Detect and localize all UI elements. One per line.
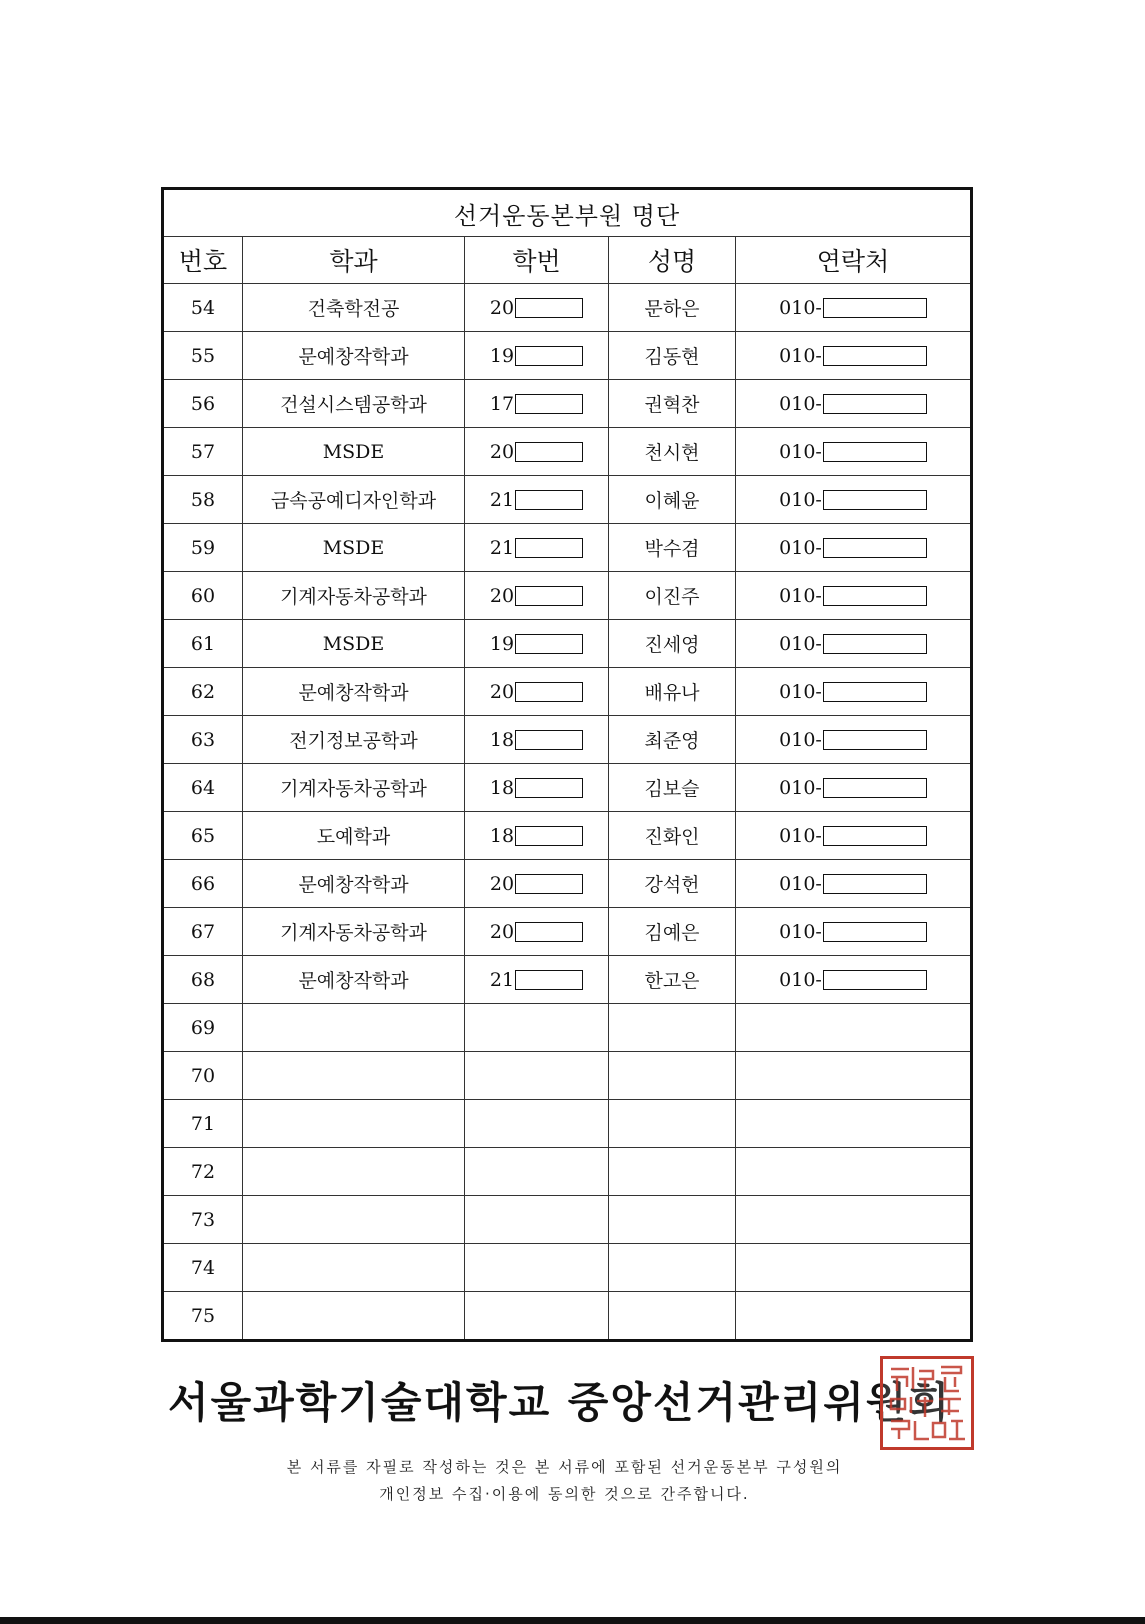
student-id-wrap — [465, 393, 608, 415]
row-contact[interactable] — [736, 1004, 972, 1052]
row-number: 56 — [163, 380, 243, 428]
row-contact — [736, 476, 972, 524]
row-name[interactable] — [609, 1244, 736, 1292]
row-contact — [736, 764, 972, 812]
row-department: 문예창작학과 — [243, 668, 465, 716]
phone-redaction-box — [823, 442, 927, 462]
row-number: 55 — [163, 332, 243, 380]
contact-wrap — [736, 297, 970, 319]
phone-prefix: 010- — [779, 920, 822, 943]
student-id-prefix: 21 — [489, 536, 515, 559]
student-id-wrap — [465, 537, 608, 559]
student-id-wrap — [465, 921, 608, 943]
row-contact[interactable] — [736, 1052, 972, 1100]
student-id-wrap — [465, 681, 608, 703]
row-student-id — [465, 332, 609, 380]
row-contact — [736, 812, 972, 860]
contact-wrap — [736, 489, 970, 511]
row-contact — [736, 620, 972, 668]
header-department: 학과 — [243, 237, 465, 284]
row-number: 65 — [163, 812, 243, 860]
row-student-id[interactable] — [465, 1244, 609, 1292]
row-name[interactable] — [609, 1100, 736, 1148]
table-row — [163, 956, 972, 1004]
row-number: 70 — [163, 1052, 243, 1100]
row-contact — [736, 572, 972, 620]
phone-redaction-box — [823, 778, 927, 798]
row-contact — [736, 716, 972, 764]
phone-prefix: 010- — [779, 440, 822, 463]
phone-redaction-box — [823, 682, 927, 702]
header-contact: 연락처 — [736, 237, 972, 284]
row-department: MSDE — [243, 524, 465, 572]
table-row — [163, 860, 972, 908]
row-student-id[interactable] — [465, 1196, 609, 1244]
table-row — [163, 572, 972, 620]
row-student-id — [465, 908, 609, 956]
row-department[interactable] — [243, 1244, 465, 1292]
row-number: 72 — [163, 1148, 243, 1196]
roster-table — [161, 187, 973, 1342]
row-department: 기계자동차공학과 — [243, 908, 465, 956]
student-id-wrap — [465, 441, 608, 463]
row-department: 건축학전공 — [243, 284, 465, 332]
row-contact[interactable] — [736, 1292, 972, 1341]
row-number: 60 — [163, 572, 243, 620]
student-id-prefix: 18 — [489, 776, 515, 799]
roster-body — [163, 284, 972, 1341]
row-department: MSDE — [243, 428, 465, 476]
table-row — [163, 284, 972, 332]
phone-redaction-box — [823, 394, 927, 414]
student-id-wrap — [465, 969, 608, 991]
row-name: 문하은 — [609, 284, 736, 332]
row-contact — [736, 284, 972, 332]
table-row-empty — [163, 1052, 972, 1100]
contact-wrap — [736, 681, 970, 703]
table-row — [163, 332, 972, 380]
phone-prefix: 010- — [779, 824, 822, 847]
row-department: 기계자동차공학과 — [243, 764, 465, 812]
row-contact — [736, 908, 972, 956]
contact-wrap — [736, 729, 970, 751]
contact-wrap — [736, 393, 970, 415]
student-id-redaction-box — [515, 826, 583, 846]
table-row — [163, 524, 972, 572]
row-name: 김동현 — [609, 332, 736, 380]
row-contact — [736, 956, 972, 1004]
student-id-prefix: 17 — [489, 392, 515, 415]
row-student-id — [465, 716, 609, 764]
contact-wrap — [736, 537, 970, 559]
student-id-wrap — [465, 729, 608, 751]
row-name: 최준영 — [609, 716, 736, 764]
phone-redaction-box — [823, 922, 927, 942]
phone-redaction-box — [823, 490, 927, 510]
row-student-id — [465, 284, 609, 332]
table-row — [163, 476, 972, 524]
table-row — [163, 668, 972, 716]
row-name[interactable] — [609, 1196, 736, 1244]
table-row-empty — [163, 1148, 972, 1196]
table-row — [163, 764, 972, 812]
row-contact — [736, 428, 972, 476]
row-department: 전기정보공학과 — [243, 716, 465, 764]
contact-wrap — [736, 441, 970, 463]
student-id-wrap — [465, 297, 608, 319]
student-id-prefix: 20 — [489, 920, 515, 943]
row-name: 배유나 — [609, 668, 736, 716]
phone-prefix: 010- — [779, 728, 822, 751]
contact-wrap — [736, 969, 970, 991]
student-id-redaction-box — [515, 394, 583, 414]
consent-notice-line2: 개인정보 수집·이용에 동의한 것으로 간주합니다. — [379, 1485, 750, 1503]
organization-name: 서울과학기술대학교 중앙선거관리위원회 — [168, 1378, 951, 1427]
row-student-id[interactable] — [465, 1004, 609, 1052]
student-id-prefix: 20 — [489, 584, 515, 607]
phone-prefix: 010- — [779, 296, 822, 319]
row-contact — [736, 380, 972, 428]
student-id-prefix: 21 — [489, 968, 515, 991]
student-id-redaction-box — [515, 682, 583, 702]
row-number: 64 — [163, 764, 243, 812]
row-name: 이진주 — [609, 572, 736, 620]
row-student-id[interactable] — [465, 1052, 609, 1100]
student-id-redaction-box — [515, 874, 583, 894]
header-name: 성명 — [609, 237, 736, 284]
row-name[interactable] — [609, 1148, 736, 1196]
row-department: 금속공예디자인학과 — [243, 476, 465, 524]
phone-redaction-box — [823, 970, 927, 990]
student-id-prefix: 18 — [489, 728, 515, 751]
phone-redaction-box — [823, 298, 927, 318]
row-number: 74 — [163, 1244, 243, 1292]
row-name[interactable] — [609, 1004, 736, 1052]
student-id-prefix: 21 — [489, 488, 515, 511]
student-id-redaction-box — [515, 634, 583, 654]
student-id-redaction-box — [515, 346, 583, 366]
row-number: 54 — [163, 284, 243, 332]
student-id-redaction-box — [515, 298, 583, 318]
row-number: 62 — [163, 668, 243, 716]
row-number: 63 — [163, 716, 243, 764]
row-name: 이혜윤 — [609, 476, 736, 524]
contact-wrap — [736, 921, 970, 943]
bottom-edge-bar — [0, 1617, 1145, 1624]
official-seal-stamp — [880, 1356, 974, 1450]
row-contact — [736, 860, 972, 908]
row-department: 기계자동차공학과 — [243, 572, 465, 620]
student-id-wrap — [465, 777, 608, 799]
row-number: 69 — [163, 1004, 243, 1052]
student-id-prefix: 19 — [489, 344, 515, 367]
row-student-id — [465, 572, 609, 620]
phone-prefix: 010- — [779, 680, 822, 703]
table-row-empty — [163, 1196, 972, 1244]
row-number: 75 — [163, 1292, 243, 1341]
row-name[interactable] — [609, 1292, 736, 1341]
row-department[interactable] — [243, 1148, 465, 1196]
student-id-redaction-box — [515, 778, 583, 798]
contact-wrap — [736, 633, 970, 655]
consent-notice-line1: 본 서류를 자필로 작성하는 것은 본 서류에 포함된 선거운동본부 구성원의 — [286, 1458, 843, 1476]
phone-prefix: 010- — [779, 536, 822, 559]
contact-wrap — [736, 585, 970, 607]
phone-redaction-box — [823, 874, 927, 894]
document-title: 선거운동본부원 명단 — [163, 189, 972, 237]
student-id-wrap — [465, 345, 608, 367]
header-student-id: 학번 — [465, 237, 609, 284]
row-department: 문예창작학과 — [243, 332, 465, 380]
phone-prefix: 010- — [779, 968, 822, 991]
student-id-wrap — [465, 825, 608, 847]
table-row — [163, 716, 972, 764]
table-row-empty — [163, 1244, 972, 1292]
row-name: 진세영 — [609, 620, 736, 668]
contact-wrap — [736, 777, 970, 799]
phone-prefix: 010- — [779, 632, 822, 655]
row-number: 58 — [163, 476, 243, 524]
table-row — [163, 428, 972, 476]
student-id-prefix: 18 — [489, 824, 515, 847]
row-department: 문예창작학과 — [243, 860, 465, 908]
row-name: 김보슬 — [609, 764, 736, 812]
row-student-id — [465, 956, 609, 1004]
table-row — [163, 812, 972, 860]
row-name: 강석헌 — [609, 860, 736, 908]
row-department: MSDE — [243, 620, 465, 668]
student-id-redaction-box — [515, 922, 583, 942]
row-number: 57 — [163, 428, 243, 476]
row-department[interactable] — [243, 1100, 465, 1148]
row-department[interactable] — [243, 1292, 465, 1341]
row-contact — [736, 332, 972, 380]
contact-wrap — [736, 873, 970, 895]
student-id-wrap — [465, 489, 608, 511]
student-id-wrap — [465, 873, 608, 895]
row-student-id[interactable] — [465, 1100, 609, 1148]
phone-prefix: 010- — [779, 584, 822, 607]
row-student-id — [465, 812, 609, 860]
row-student-id — [465, 476, 609, 524]
phone-redaction-box — [823, 634, 927, 654]
student-id-wrap — [465, 633, 608, 655]
row-student-id — [465, 620, 609, 668]
row-name[interactable] — [609, 1052, 736, 1100]
row-number: 67 — [163, 908, 243, 956]
row-student-id — [465, 668, 609, 716]
phone-prefix: 010- — [779, 872, 822, 895]
student-id-redaction-box — [515, 538, 583, 558]
phone-prefix: 010- — [779, 344, 822, 367]
row-department: 문예창작학과 — [243, 956, 465, 1004]
row-student-id — [465, 764, 609, 812]
table-row — [163, 620, 972, 668]
student-id-redaction-box — [515, 730, 583, 750]
table-row-empty — [163, 1100, 972, 1148]
row-student-id — [465, 428, 609, 476]
phone-prefix: 010- — [779, 392, 822, 415]
student-id-prefix: 20 — [489, 440, 515, 463]
student-id-prefix: 20 — [489, 680, 515, 703]
row-contact — [736, 668, 972, 716]
row-name: 박수겸 — [609, 524, 736, 572]
row-name: 천시현 — [609, 428, 736, 476]
row-number: 66 — [163, 860, 243, 908]
phone-redaction-box — [823, 538, 927, 558]
student-id-redaction-box — [515, 586, 583, 606]
phone-redaction-box — [823, 730, 927, 750]
row-name: 진화인 — [609, 812, 736, 860]
row-contact[interactable] — [736, 1196, 972, 1244]
table-row — [163, 380, 972, 428]
row-contact[interactable] — [736, 1100, 972, 1148]
row-department[interactable] — [243, 1052, 465, 1100]
row-department: 건설시스템공학과 — [243, 380, 465, 428]
phone-redaction-box — [823, 586, 927, 606]
row-student-id — [465, 860, 609, 908]
row-name: 권혁찬 — [609, 380, 736, 428]
row-student-id — [465, 524, 609, 572]
contact-wrap — [736, 345, 970, 367]
row-student-id[interactable] — [465, 1292, 609, 1341]
phone-redaction-box — [823, 826, 927, 846]
row-number: 59 — [163, 524, 243, 572]
table-row-empty — [163, 1292, 972, 1341]
row-contact[interactable] — [736, 1148, 972, 1196]
student-id-prefix: 19 — [489, 632, 515, 655]
student-id-redaction-box — [515, 970, 583, 990]
header-number: 번호 — [163, 237, 243, 284]
contact-wrap — [736, 825, 970, 847]
seal-pattern-icon — [883, 1359, 971, 1447]
row-number: 68 — [163, 956, 243, 1004]
row-student-id — [465, 380, 609, 428]
row-contact — [736, 524, 972, 572]
row-number: 73 — [163, 1196, 243, 1244]
header-row — [163, 237, 972, 284]
student-id-redaction-box — [515, 442, 583, 462]
row-name: 한고은 — [609, 956, 736, 1004]
table-row-empty — [163, 1004, 972, 1052]
student-id-redaction-box — [515, 490, 583, 510]
row-student-id[interactable] — [465, 1148, 609, 1196]
student-id-prefix: 20 — [489, 872, 515, 895]
row-number: 71 — [163, 1100, 243, 1148]
phone-prefix: 010- — [779, 488, 822, 511]
row-number: 61 — [163, 620, 243, 668]
table-row — [163, 908, 972, 956]
phone-prefix: 010- — [779, 776, 822, 799]
row-department[interactable] — [243, 1196, 465, 1244]
row-department: 도예학과 — [243, 812, 465, 860]
row-department[interactable] — [243, 1004, 465, 1052]
row-name: 김예은 — [609, 908, 736, 956]
row-contact[interactable] — [736, 1244, 972, 1292]
student-id-wrap — [465, 585, 608, 607]
phone-redaction-box — [823, 346, 927, 366]
student-id-prefix: 20 — [489, 296, 515, 319]
